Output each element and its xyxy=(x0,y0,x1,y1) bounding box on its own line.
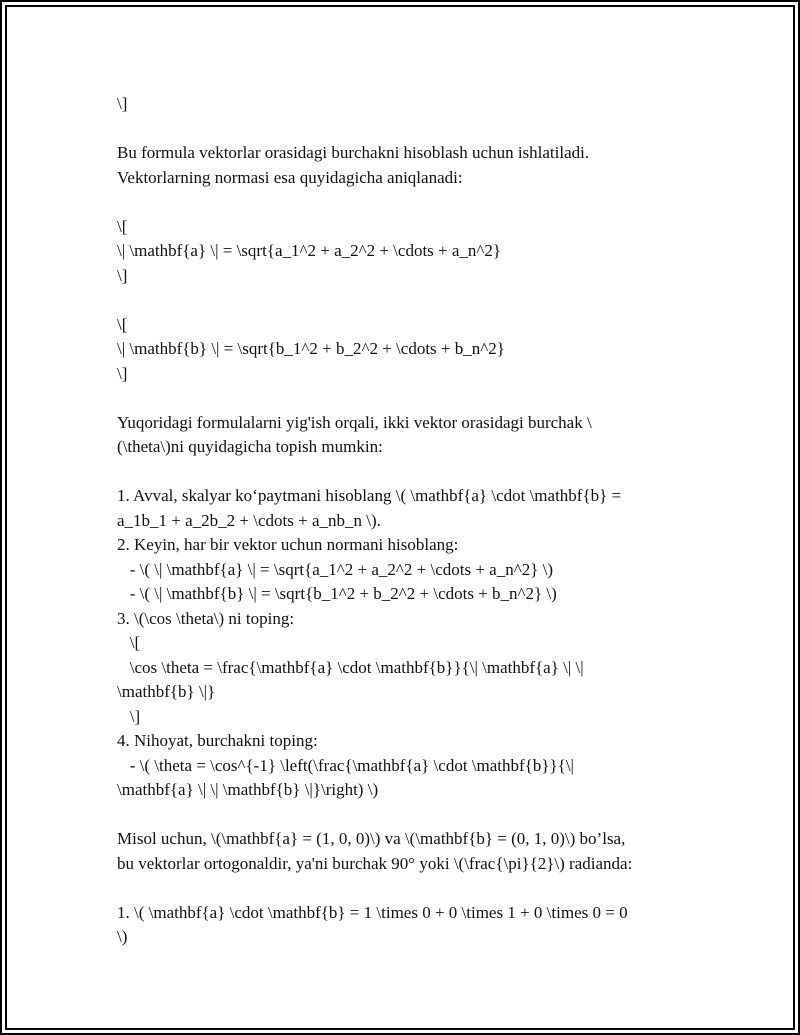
text-line: \[ xyxy=(117,314,128,334)
blank-line xyxy=(117,876,677,901)
text-line: Misol uchun, \(\mathbf{a} = (1, 0, 0)\) va \(\mathbf{b} = (0, 1, 0)\) bo’lsa, xyxy=(117,829,626,848)
document-body xyxy=(117,92,677,950)
text-line: - \( \| \mathbf{a} \| = \sqrt{a_1^2 + a_2^2 + \cdots + a_n^2} \) xyxy=(117,559,553,579)
text-line: - \( \| \mathbf{b} \| = \sqrt{b_1^2 + b_2^2 + \cdots + b_n^2} \) xyxy=(117,584,557,603)
text-line: \] xyxy=(117,363,128,383)
text-line: 1. \( \mathbf{a} \cdot \mathbf{b} = 1 \times 0 + 0 \times 1 + 0 \times 0 = 0 xyxy=(117,902,628,922)
text-line: 4. Nihoyat, burchakni toping: xyxy=(117,731,318,750)
blank-line xyxy=(117,460,677,485)
text-line: Yuqoridagi formulalarni yig'ish orqali, ikki vektor orasidagi burchak \ xyxy=(117,412,592,432)
text-line: \| \mathbf{b} \| = \sqrt{b_1^2 + b_2^2 + \cdots + b_n^2} xyxy=(117,339,505,358)
blank-line xyxy=(117,803,677,828)
text-line: 2. Keyin, har bir vektor uchun normani hisoblang: xyxy=(117,535,459,554)
text-line: \) xyxy=(117,927,128,946)
text-line: \] xyxy=(117,706,141,726)
text-line: \cos \theta = \frac{\mathbf{a} \cdot \mathbf{b}}{\| \mathbf{a} \| \| xyxy=(117,657,584,677)
text-line: \[ xyxy=(117,216,128,236)
text-line: \] xyxy=(117,265,128,285)
blank-line xyxy=(117,190,677,215)
blank-line xyxy=(117,288,677,313)
text-line: Bu formula vektorlar orasidagi burchakni hisoblash uchun ishlatiladi. xyxy=(117,143,590,162)
text-line: - \( \theta = \cos^{-1} \left(\frac{\mathbf{a} \cdot \mathbf{b}}{\| xyxy=(117,755,574,775)
text-line: \] xyxy=(117,94,128,113)
text-line: \[ xyxy=(117,633,141,652)
text-line: \| \mathbf{a} \| = \sqrt{a_1^2 + a_2^2 + \cdots + a_n^2} xyxy=(117,241,502,260)
text-line: 3. \(\cos \theta\) ni toping: xyxy=(117,608,295,628)
blank-line xyxy=(117,117,677,142)
text-line: 1. Avval, skalyar ko‘paytmani hisoblang \( \mathbf{a} \cdot \mathbf{b} = xyxy=(117,486,622,505)
text-line: \mathbf{a} \| \| \mathbf{b} \|}\right) \) xyxy=(117,780,379,799)
text-line: a_1b_1 + a_2b_2 + \cdots + a_nb_n \). xyxy=(117,510,381,530)
text-line: Vektorlarning normasi esa quyidagicha aniqlanadi: xyxy=(117,167,463,187)
blank-line xyxy=(117,386,677,411)
text-line: bu vektorlar ortogonaldir, ya'ni burchak 90° yoki \(\frac{\pi}{2}\) radianda: xyxy=(117,853,633,873)
text-line: \mathbf{b} \|} xyxy=(117,682,216,701)
text-line: (\theta\)ni quyidagicha topish mumkin: xyxy=(117,437,383,456)
